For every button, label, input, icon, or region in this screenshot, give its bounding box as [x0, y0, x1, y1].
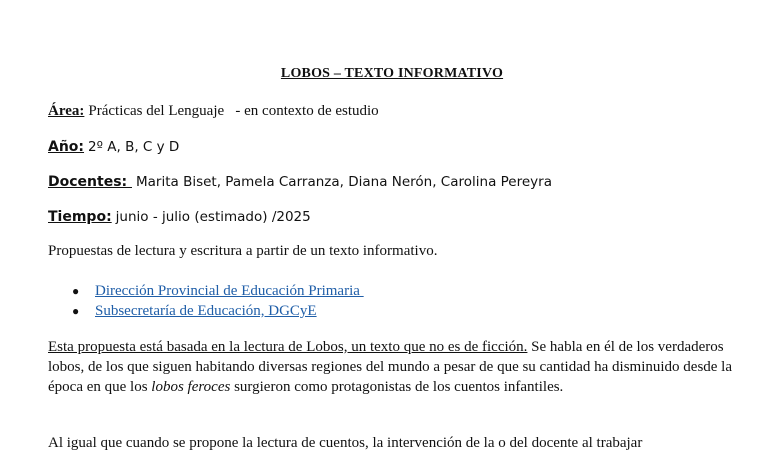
paragraph-underlined: Esta propuesta está basada en la lectura de Lobos, un texto que no es de ficción.: [48, 339, 528, 355]
cutoff-line: Al igual que cuando se propone la lectura de cuentos, la intervención de la o del docente al trabajar: [48, 435, 643, 451]
docentes-line: [48, 173, 552, 191]
intro-text: Propuestas de lectura y escritura a partir de un texto informativo.: [48, 243, 438, 259]
anio-line: [48, 138, 179, 156]
area-line: [48, 102, 379, 120]
tiempo-value: junio - julio (estimado) /2025: [115, 209, 311, 225]
docentes-label: Docentes:: [48, 174, 132, 190]
paragraph-part1: Se habla en él de los verdaderos lobos, de los que siguen habitando diversas regiones del mundo a pesar de que su cantidad ha disminuido desde la época en que los: [48, 339, 733, 395]
links-list: [48, 281, 364, 321]
paragraph-part2: surgieron como protagonistas de los cuentos infantiles.: [230, 379, 564, 395]
description-paragraph: [48, 337, 738, 397]
link-direccion-primaria[interactable]: Dirección Provincial de Educación Primaria: [95, 283, 364, 299]
anio-value: 2º A, B, C y D: [88, 139, 180, 155]
docentes-value: Marita Biset, Pamela Carranza, Diana Nerón, Carolina Pereyra: [136, 174, 552, 190]
tiempo-line: [48, 208, 311, 226]
paragraph-italic: lobos feroces: [151, 379, 231, 395]
list-item: [48, 281, 364, 301]
bullet-icon: ●: [72, 304, 80, 318]
tiempo-label: Tiempo:: [48, 209, 112, 225]
anio-label: Año:: [48, 139, 85, 155]
document-title: LOBOS – TEXTO INFORMATIVO: [280, 66, 504, 81]
link-subsecretaria[interactable]: Subsecretaría de Educación, DGCyE: [95, 303, 317, 319]
bullet-icon: ●: [72, 284, 80, 298]
list-item: [48, 301, 364, 321]
area-value: Prácticas del Lenguaje - en contexto de estudio: [88, 103, 379, 119]
area-label: Área:: [48, 103, 85, 119]
